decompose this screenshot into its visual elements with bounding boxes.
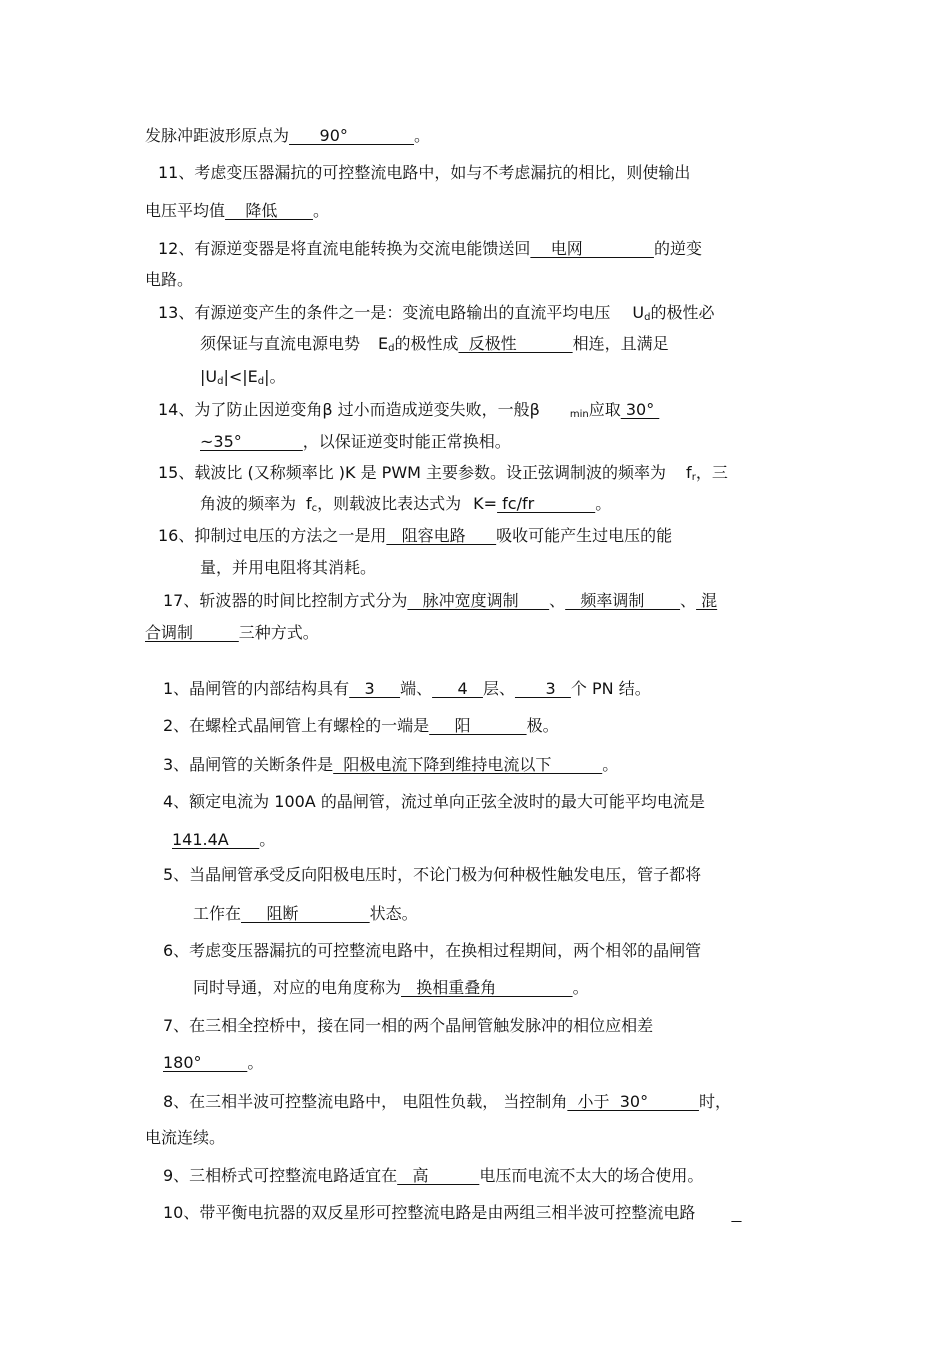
q16-line2: 量，并用电阻将其消耗。 [200, 558, 377, 577]
q12-line1: 12、有源逆变器是将直流电能转换为交流电能馈送回 电网 的逆变 [158, 239, 702, 258]
q15-line2: 角波的频率为 $f_c$，则载波比表达式为 K= fc/fr 。 [200, 494, 612, 514]
q16-line1: 16、抑制过电压的方法之一是用 阻容电路 吸收可能产生过电压的能 [158, 526, 673, 545]
s2-q10-answer [731, 1203, 741, 1222]
s2-q6-answer: 换相重叠角 [401, 978, 573, 997]
s2-q5-answer: 阻断 [241, 904, 370, 923]
q14-line2: ~35° ，以保证逆变时能正常换相。 [200, 432, 511, 451]
q11-line2: 电压平均值 降低 。 [145, 201, 329, 220]
s2-q2-answer: 阳 [429, 716, 527, 735]
q17-answer-2: 频率调制 [565, 591, 681, 610]
q15-answer: fc/fr [497, 494, 596, 513]
s2-q9-answer: 高 [397, 1166, 480, 1185]
s2-q8-line1: 8、在三相半波可控整流电路中， 电阻性负载， 当控制角 小于 30° 时， [163, 1092, 731, 1111]
s2-q8-line2: 电流连续。 [145, 1128, 226, 1147]
q10-tail-line: 发脉冲距波形原点为 90° 。 [145, 126, 431, 145]
s2-q3: 3、晶闸管的关断条件是 阳极电流下降到维持电流以下 。 [163, 755, 619, 774]
q15-line1: 15、载波比 (又称频率比 )K 是 PWM 主要参数。设正弦调制波的频率为 $f_r$，三 [158, 463, 728, 483]
q13-line2: 须保证与直流电源电势 $E_d$的极性成 反极性 相连，且满足 [200, 334, 669, 354]
q12-answer: 电网 [530, 239, 654, 258]
s2-q7-line1: 7、在三相全控桥中，接在同一相的两个晶闸管触发脉冲的相位应相差 [163, 1016, 654, 1035]
s2-q4-answer: 141.4A [172, 830, 260, 849]
s2-q7-answer: 180° [163, 1053, 248, 1072]
q14-answer-part2: ~35° [200, 432, 303, 451]
s2-q5-line1: 5、当晶闸管承受反向阳极电压时，不论门极为何种极性触发电压，管子都将 [163, 865, 702, 884]
s2-q2: 2、在螺栓式晶闸管上有螺栓的一端是 阳 极。 [163, 716, 559, 735]
q17-line1: 17、斩波器的时间比控制方式分为 脉冲宽度调制 、 频率调制 、 混 [163, 591, 718, 610]
q17-line2: 合调制 三种方式。 [145, 623, 319, 642]
s2-q10: 10、带平衡电抗器的双反星形可控整流电路是由两组三相半波可控整流电路 [163, 1203, 742, 1223]
q14-answer-part1: 30° [620, 400, 660, 419]
q17-answer-1: 脉冲宽度调制 [407, 591, 550, 610]
q10-answer: 90° [289, 126, 415, 145]
s2-q3-answer: 阳极电流下降到维持电流以下 [333, 755, 603, 774]
s2-q8-answer: 小于 30° [567, 1092, 699, 1111]
s2-q7-line2: 180° 。 [163, 1053, 264, 1072]
s2-q4-line2: 141.4A 。 [172, 830, 276, 849]
q17-answer-3: 混 [696, 591, 718, 610]
s2-q1-answer-3: 3 [514, 679, 571, 698]
s2-q1: 1、晶闸管的内部结构具有 3 端、 4 层、 3 个 PN 结。 [163, 679, 651, 698]
q13-answer: 反极性 [458, 334, 573, 353]
q13-line3: $|U_d|<|E_d|$。 [200, 367, 286, 387]
q12-line2: 电路。 [145, 270, 194, 289]
s2-q6-line1: 6、考虑变压器漏抗的可控整流电路中，在换相过程期间，两个相邻的晶闸管 [163, 941, 702, 960]
s2-q1-answer-2: 4 [432, 679, 483, 698]
q14-line1: 14、为了防止因逆变角β 过小而造成逆变失败，一般β $_{min}$应取 30° [158, 400, 660, 420]
s2-q4-line1: 4、额定电流为 100A 的晶闸管，流过单向正弦全波时的最大可能平均电流是 [163, 792, 705, 811]
q11-line1: 11、考虑变压器漏抗的可控整流电路中，如与不考虑漏抗的相比，则使输出 [158, 163, 691, 182]
q11-answer: 降低 [225, 201, 313, 220]
q16-answer: 阻容电路 [386, 526, 497, 545]
q13-line1: 13、有源逆变产生的条件之一是：变流电路输出的直流平均电压 $U_d$的极性必 [158, 303, 715, 323]
q17-answer-3b: 合调制 [145, 623, 239, 642]
s2-q5-line2: 工作在 阻断 状态。 [193, 904, 418, 923]
s2-q9: 9、三相桥式可控整流电路适宜在 高 电压而电流不太大的场合使用。 [163, 1166, 704, 1185]
s2-q6-line2: 同时导通，对应的电角度称为 换相重叠角 。 [193, 978, 589, 997]
s2-q1-answer-1: 3 [349, 679, 401, 698]
